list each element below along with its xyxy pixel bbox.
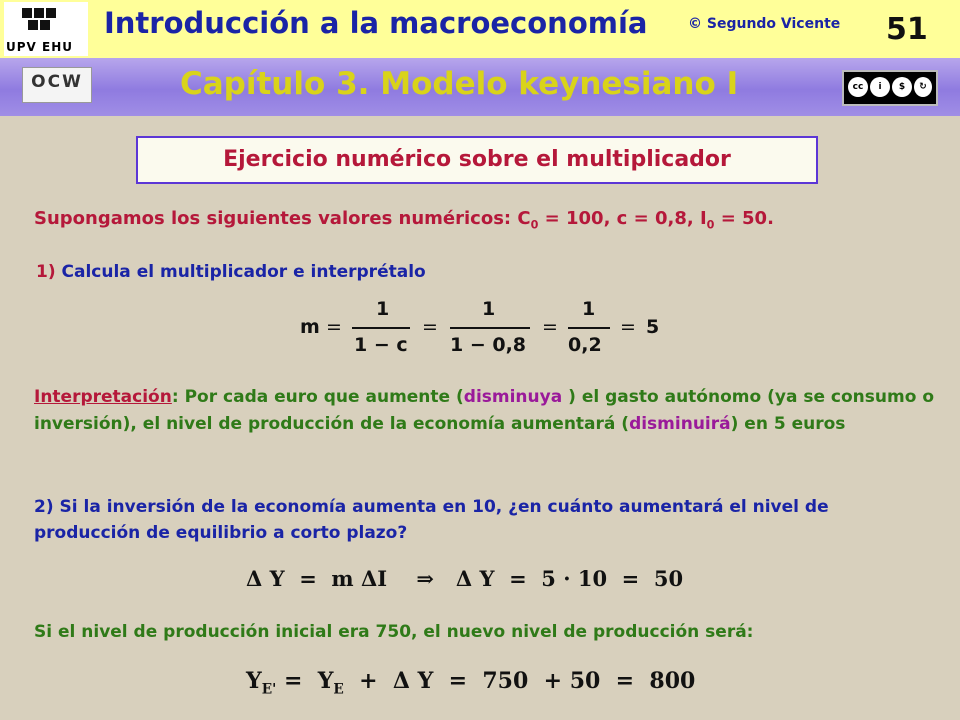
multiplier-formula: m = 1 1 − c = 1 1 − 0,8 = 1 0,2 = 5 bbox=[300, 298, 660, 356]
upv-ehu-logo bbox=[4, 2, 88, 56]
exercise-title: Ejercicio numérico sobre el multiplicador bbox=[136, 136, 818, 184]
question-1: 1) Calcula el multiplicador e interprétalo bbox=[36, 262, 426, 282]
question-2: 2) Si la inversión de la economía aumenta en 10, ¿en cuánto aumentará el nivel de producción de equilibrio a corto plazo? bbox=[34, 497, 829, 543]
author-credit: © Segundo Vicente bbox=[688, 16, 841, 32]
logo-text: UPV EHU bbox=[6, 40, 73, 54]
cc-icon: cc bbox=[848, 77, 868, 97]
nc-icon: $ bbox=[892, 77, 912, 97]
sa-icon: ↻ bbox=[914, 77, 932, 97]
interpretation-paragraph: Interpretación: Por cada euro que aumente (disminuya ) el gasto autónomo (ya se consumo o inversión), el nivel de producción de la economía aumentará (disminuirá) en 5 euros bbox=[34, 387, 935, 434]
delta-y-equation: Δ Y = m ΔI ⇒ Δ Y = 5 · 10 = 50 bbox=[246, 566, 684, 591]
new-output-equation: $Y_{E'} = Y_E + \Delta$ Y = 750 + 50 = 800 bbox=[246, 668, 696, 698]
upv-emblem-icon bbox=[14, 6, 64, 36]
ocw-logo: OCW bbox=[22, 67, 92, 103]
by-icon: i bbox=[870, 77, 890, 97]
slide-number: 51 bbox=[886, 12, 928, 47]
creative-commons-badge bbox=[842, 70, 938, 106]
course-title: Introducción a la macroeconomía bbox=[104, 6, 648, 40]
chapter-title: Capítulo 3. Modelo keynesiano I bbox=[180, 66, 739, 102]
initial-output-statement: Si el nivel de producción inicial era 750, el nuevo nivel de producción será: bbox=[34, 622, 754, 642]
assumptions-line: Supongamos los siguientes valores numéricos: $C_0 = 100$, c = 0,8, $I_0 = 50$. bbox=[34, 208, 774, 232]
